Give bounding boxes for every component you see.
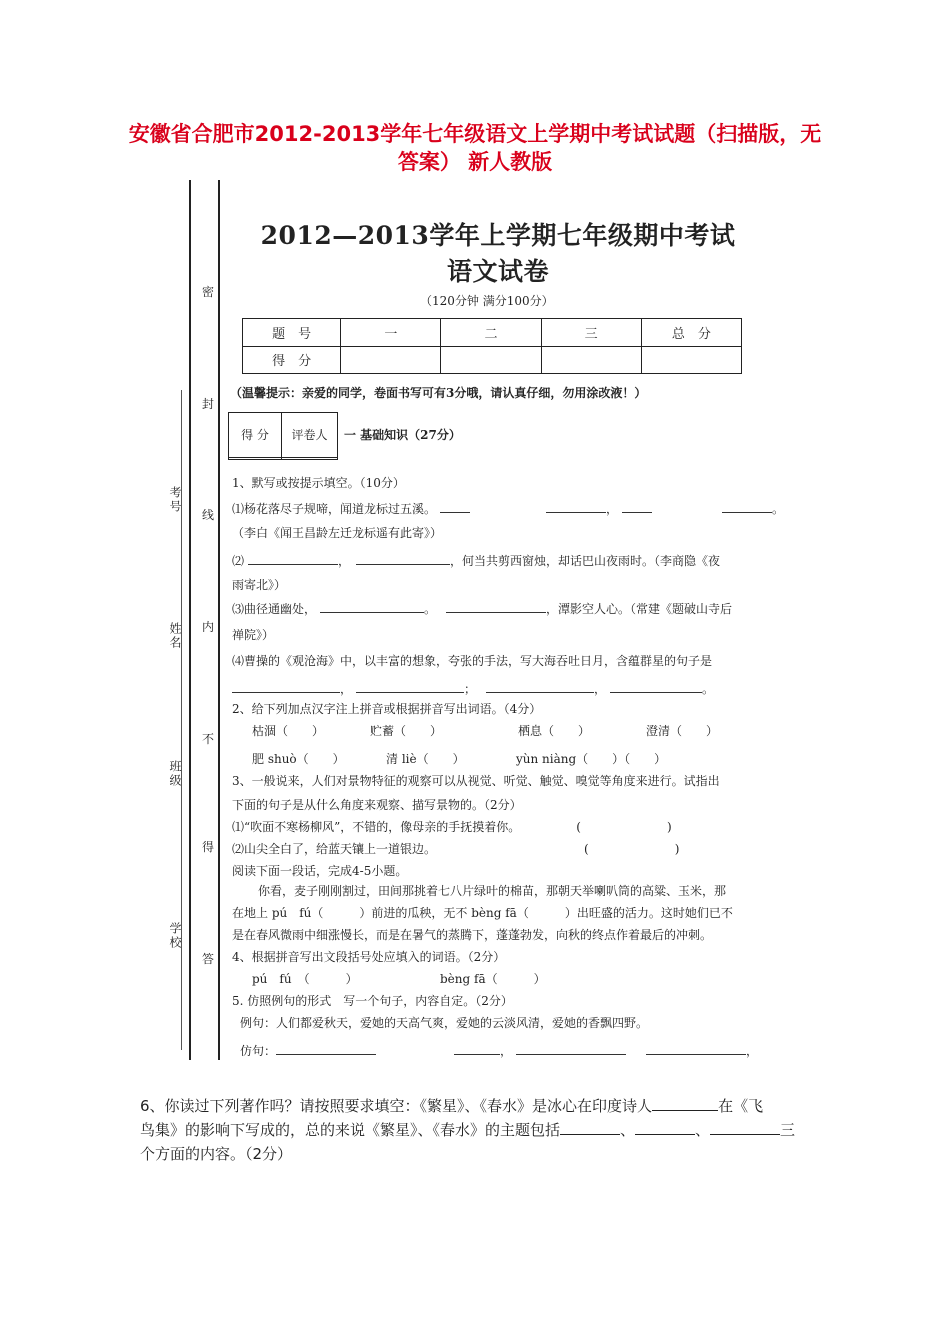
answer-blank	[446, 600, 546, 613]
reading-instruction: 阅读下面一段话，完成4-5小题。	[232, 864, 408, 878]
question-line: ⑷曹操的《观沧海》中，以丰富的想象，夸张的手法，写大海吞吐日月，含蕴群星的句子是	[232, 654, 713, 668]
answer-blank	[516, 1042, 626, 1055]
score-blank-cell	[641, 346, 741, 374]
pinyin-item: 澄清（ ）	[646, 724, 719, 738]
q6-text: 、	[695, 1121, 711, 1139]
answer-blank	[276, 1042, 376, 1055]
pinyin-item: 清 liè（ ）	[386, 752, 465, 766]
q6-text: 三	[780, 1121, 796, 1139]
paper-title: 2012—2013学年上学期七年级期中考试语文试卷	[260, 221, 736, 286]
seal-char: 内	[202, 620, 215, 634]
score-label-cell: 得 分	[243, 346, 341, 374]
answer-blank	[454, 1042, 500, 1055]
question-line: 下面的句子是从什么角度来观察、描写景物的。（2分）	[232, 798, 522, 812]
score-blank-cell	[441, 346, 541, 374]
answer-blank	[710, 1120, 780, 1135]
seal-char: 答	[202, 952, 215, 966]
question-line: ⑴“吹面不寒杨柳风”，不错的，像母亲的手抚摸着你。 ( )	[232, 820, 672, 834]
answer-blank	[440, 500, 470, 513]
document-title: 安徽省合肥市2012-2013学年七年级语文上学期中考试试题（扫描版，无答案） 新人教版	[128, 122, 822, 174]
reading-passage: 在地上 pú fú（ ）前进的瓜秧，无不 bèng fā（ ）出旺盛的活力。这时她们已不	[232, 906, 733, 920]
score-header-cell: 一	[341, 319, 441, 347]
score-header-cell: 总 分	[641, 319, 741, 347]
answer-blank	[652, 1096, 718, 1111]
time-note: （120分钟 满分100分）	[420, 294, 554, 308]
answer-blank	[560, 1120, 620, 1135]
q6-text: 个方面的内容。（2分）	[140, 1145, 293, 1163]
binding-line-inner	[218, 180, 220, 1060]
answer-blank	[320, 600, 424, 613]
question-line: ⑵山尖全白了，给蓝天镶上一道银边。 ( )	[232, 842, 680, 856]
name-label: 姓名	[168, 622, 182, 650]
example-sentence: 例句：人们都爱秋天，爱她的天高气爽，爱她的云淡风清，爱她的香飘四野。	[240, 1016, 649, 1030]
grader-score-header: 得 分	[229, 413, 282, 458]
question-line: ⑵ ， ，何当共剪西窗烛，却话巴山夜雨时。（李商隐《夜	[232, 554, 721, 568]
class-label: 班级	[168, 760, 182, 788]
seal-char: 线	[202, 508, 215, 522]
question-2-title: 2、给下列加点汉字注上拼音或根据拼音写出词语。（4分）	[232, 702, 542, 716]
question-text: ，潭影空人心。（常建《题破山寺后	[546, 602, 733, 616]
answer-blank	[622, 500, 652, 513]
q6-text: 、	[620, 1121, 636, 1139]
question-text: ，何当共剪西窗烛，却话巴山夜雨时。（李商隐《夜	[450, 554, 721, 568]
pinyin-item: bèng fā（ ）	[440, 972, 546, 986]
pinyin-item: 栖息（ ）	[518, 724, 591, 738]
pinyin-item: 肥 shuò（ ）	[252, 752, 345, 766]
question-1-title: 1、默写或按提示填空。（10分）	[232, 476, 405, 490]
q6-text: 在《飞	[718, 1097, 764, 1115]
q6-text: 鸟集》的影响下写成的，总的来说《繁星》、《春水》的主题包括	[140, 1121, 561, 1139]
question-line: ⑴杨花落尽子规啼，闻道龙标过五溪。 ， 。	[232, 502, 785, 516]
question-text: ⑴杨花落尽子规啼，闻道龙标过五溪。	[232, 502, 437, 516]
answer-blank	[232, 680, 340, 693]
grader-table	[228, 412, 338, 460]
answer-blank	[486, 680, 594, 693]
answer-blank	[546, 500, 606, 513]
score-table	[242, 318, 742, 374]
answer-blank	[356, 552, 450, 565]
question-3-title: 3、一般说来，人们对景物特征的观察可以从视觉、听觉、触觉、嗅觉等角度来进行。试指出	[232, 774, 720, 788]
answer-blank	[610, 680, 702, 693]
question-line: 雨寄北》）	[232, 578, 287, 592]
binding-line-outer	[189, 180, 191, 1060]
pinyin-item: 贮蓄（ ）	[370, 724, 443, 738]
question-text: ⑵	[232, 554, 245, 568]
pinyin-item: yùn niàng（ ）（ ）	[516, 752, 667, 766]
score-blank-cell	[541, 346, 641, 374]
question-line: （李白《闻王昌龄左迁龙标遥有此寄》）	[232, 526, 443, 540]
seal-char: 密	[202, 285, 215, 299]
pinyin-item: pú fú （ ）	[252, 972, 358, 986]
grader-name-header: 评卷人	[282, 413, 338, 458]
answer-blank	[646, 1042, 746, 1055]
seal-char: 得	[202, 840, 215, 854]
seal-char: 不	[202, 732, 215, 746]
school-label: 学校	[168, 922, 182, 950]
answer-blank	[356, 680, 464, 693]
question-text: ⑵山尖全白了，给蓝天镶上一道银边。	[232, 842, 437, 856]
score-blank-cell	[341, 346, 441, 374]
question-text: 仿句：	[240, 1044, 277, 1058]
section-title: 一 基础知识（27分）	[344, 428, 461, 442]
reading-passage: 是在春风微雨中细涨慢长，而是在暑气的蒸腾下，蓬蓬勃发，向秋的终点作着最后的冲刺。	[232, 928, 713, 942]
question-5-title: 5. 仿照例句的形式 写一个句子，内容自定。（2分）	[232, 994, 513, 1008]
question-text: ⑴“吹面不寒杨柳风”，不错的，像母亲的手抚摸着你。	[232, 820, 521, 834]
reading-passage: 你看，麦子刚刚割过，田间那挑着七八片绿叶的棉苗，那朝天举喇叭筒的高粱、玉米，那	[258, 884, 727, 898]
question-line: ， ； ， 。	[232, 680, 714, 697]
reminder-tip: （温馨提示：亲爱的同学，卷面书写可有3分哦，请认真仔细，勿用涂改液！）	[230, 386, 647, 400]
score-header-cell: 题 号	[243, 319, 341, 347]
pinyin-item: 枯涸（ ）	[252, 724, 325, 738]
score-header-cell: 二	[441, 319, 541, 347]
answer-blank	[635, 1120, 695, 1135]
question-text: ⑶曲径通幽处，	[232, 602, 317, 616]
answer-blank	[722, 500, 772, 513]
q6-text: 6、你读过下列著作吗？请按照要求填空：《繁星》、《春水》是冰心在印度诗人	[140, 1097, 653, 1115]
question-line: 禅院》）	[232, 628, 275, 642]
answer-blank	[248, 552, 338, 565]
grader-blank-cell	[229, 457, 282, 459]
grader-blank-cell	[282, 457, 338, 459]
exam-number-label: 考号	[168, 486, 182, 514]
question-6	[140, 1094, 810, 1166]
question-4-title: 4、根据拼音写出文段括号处应填入的词语。（2分）	[232, 950, 506, 964]
seal-char: 封	[202, 397, 215, 411]
score-header-cell: 三	[541, 319, 641, 347]
question-line: ⑶曲径通幽处， 。 ，潭影空人心。（常建《题破山寺后	[232, 602, 733, 616]
question-line: 仿句： ， ，	[240, 1044, 759, 1058]
